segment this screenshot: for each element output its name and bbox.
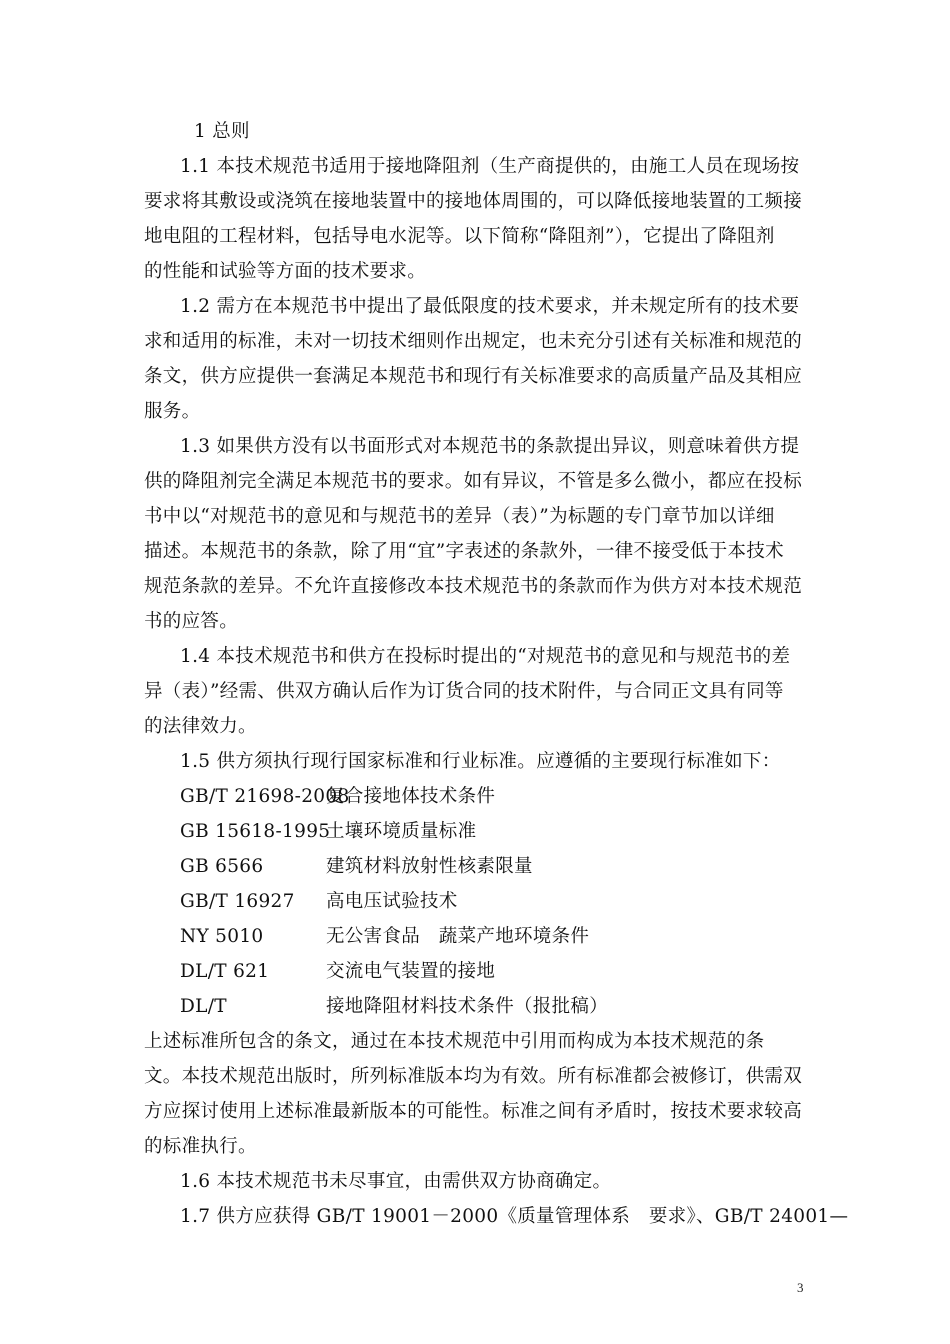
standards-note-line: 上述标准所包含的条文，通过在本技术规范中引用而构成为本技术规范的条	[144, 1031, 765, 1052]
standards-row	[144, 884, 808, 919]
standard-code: GB 6566	[180, 856, 264, 877]
paragraph-1-1-line: 地电阻的工程材料，包括导电水泥等。以下简称“降阻剂”），它提出了降阻剂	[144, 226, 775, 247]
standards-row	[144, 849, 808, 884]
section-title: 1 总则	[194, 121, 250, 142]
paragraph-1-3-line: 规范条款的差异。不允许直接修改本技术规范书的条款而作为供方对本技术规范	[144, 576, 803, 597]
standards-row	[144, 779, 808, 814]
paragraph-1-3-line: 书的应答。	[144, 611, 239, 632]
standard-name: 交流电气装置的接地	[326, 961, 496, 982]
paragraph-1-2-line: 服务。	[144, 401, 201, 422]
paragraph-1-3-line: 1.3 如果供方没有以书面形式对本规范书的条款提出异议，则意味着供方提	[180, 436, 800, 457]
paragraph-1-6: 1.6 本技术规范书未尽事宜，由需供双方协商确定。	[180, 1171, 612, 1192]
standard-name: 建筑材料放射性核素限量	[326, 856, 533, 877]
paragraph-1-3-line: 书中以“对规范书的意见和与规范书的差异（表）”为标题的专门章节加以详细	[144, 506, 775, 527]
paragraph-1-3-line: 供的降阻剂完全满足本规范书的要求。如有异议，不管是多么微小，都应在投标	[144, 471, 803, 492]
standards-row	[144, 919, 808, 954]
standard-name: 复合接地体技术条件	[326, 786, 496, 807]
standard-code: DL/T 621	[180, 961, 270, 982]
paragraph-1-2-line: 1.2 需方在本规范书中提出了最低限度的技术要求，并未规定所有的技术要	[180, 296, 800, 317]
standard-code: NY 5010	[180, 926, 264, 947]
paragraph-1-4-line: 异（表）”经需、供双方确认后作为订货合同的技术附件，与合同正文具有同等	[144, 681, 784, 702]
paragraph-1-1-line: 1.1 本技术规范书适用于接地降阻剂（生产商提供的，由施工人员在现场按	[180, 156, 800, 177]
standard-code: GB/T 16927	[180, 891, 295, 912]
paragraph-1-1-line: 的性能和试验等方面的技术要求。	[144, 261, 427, 282]
standard-name: 接地降阻材料技术条件（报批稿）	[326, 996, 609, 1017]
standards-note-line: 文。本技术规范出版时，所列标准版本均为有效。所有标准都会被修订，供需双	[144, 1066, 803, 1087]
standards-note-line: 的标准执行。	[144, 1136, 257, 1157]
standard-code: GB/T 21698-2008	[180, 786, 350, 807]
page-number: 3	[797, 1280, 804, 1295]
standards-note-line: 方应探讨使用上述标准最新版本的可能性。标准之间有矛盾时，按技术要求较高	[144, 1101, 803, 1122]
standard-code: GB 15618-1995	[180, 821, 331, 842]
paragraph-1-4-line: 的法律效力。	[144, 716, 257, 737]
standards-row	[144, 954, 808, 989]
standards-row	[144, 989, 808, 1024]
paragraph-1-7: 1.7 供方应获得 GB/T 19001－2000《质量管理体系 要求》、GB/T 24001—	[180, 1206, 849, 1227]
paragraph-1-4-line: 1.4 本技术规范书和供方在投标时提出的“对规范书的意见和与规范书的差	[180, 646, 791, 667]
paragraph-1-1-line: 要求将其敷设或浇筑在接地装置中的接地体周围的，可以降低接地装置的工频接	[144, 191, 803, 212]
standard-name: 无公害食品 蔬菜产地环境条件	[326, 926, 590, 947]
paragraph-1-2-line: 条文，供方应提供一套满足本规范书和现行有关标准要求的高质量产品及其相应	[144, 366, 803, 387]
standard-name: 土壤环境质量标准	[326, 821, 477, 842]
paragraph-1-2-line: 求和适用的标准，未对一切技术细则作出规定，也未充分引述有关标准和规范的	[144, 331, 803, 352]
standard-code: DL/T	[180, 996, 227, 1017]
paragraph-1-5-intro: 1.5 供方须执行现行国家标准和行业标准。应遵循的主要现行标准如下：	[180, 751, 781, 772]
paragraph-1-3-line: 描述。本规范书的条款，除了用“宜”字表述的条款外，一律不接受低于本技术	[144, 541, 784, 562]
standard-name: 高电压试验技术	[326, 891, 458, 912]
standards-row	[144, 814, 808, 849]
